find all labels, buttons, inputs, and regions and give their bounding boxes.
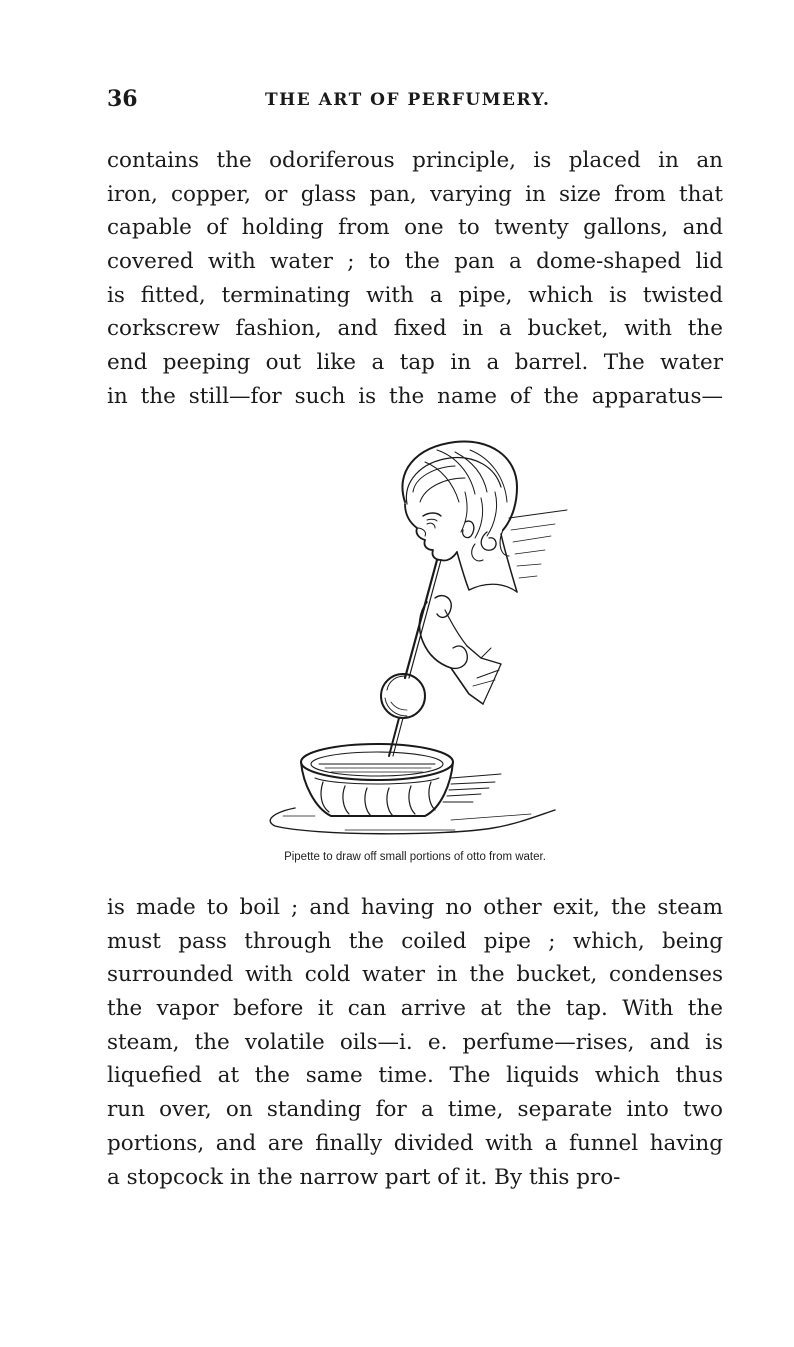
text-line: portions, and are finally divided with a funnel having [107,1130,723,1156]
text-line: iron, copper, or glass pan, varying in size from that [107,181,723,207]
page-number: 36 [107,86,138,112]
text-line: the vapor before it can arrive at the tap. With the [107,996,723,1022]
figure-caption: Pipette to draw off small portions of otto from water. [284,851,546,863]
text-line: is made to boil ; and having no other exit, the steam [107,895,723,920]
text-line: capable of holding from one to twenty gallons, and [107,215,723,241]
running-title: THE ART OF PERFUMERY. [265,90,551,110]
text-line: corkscrew fashion, and fixed in a bucket, with the [107,316,723,342]
text-line: run over, on standing for a time, separate into two [107,1097,723,1123]
paragraph-1 [107,144,723,414]
text-line: covered with water ; to the pan a dome-shaped lid [107,249,723,275]
text-line: must pass through the coiled pipe ; which, being [107,928,723,954]
text-line: steam, the volatile oils—i. e. perfume—rises, and is [107,1029,723,1055]
pipette-illustration [255,432,575,840]
text-line: a stopcock in the narrow part of it. By this pro- [107,1164,621,1190]
text-line: surrounded with cold water in the bucket, condenses [107,962,723,988]
text-line: contains the odoriferous principle, is placed in an [107,148,723,173]
text-line: liquefied at the same time. The liquids which thus [107,1063,723,1089]
text-line: end peeping out like a tap in a barrel. The water [107,350,723,376]
text-line: is fitted, terminating with a pipe, which is twisted [107,282,723,308]
paragraph-2 [107,891,723,1194]
page-header [107,86,723,116]
engraving-image [255,432,575,840]
text-line: in the still—for such is the name of the apparatus— [107,383,723,409]
